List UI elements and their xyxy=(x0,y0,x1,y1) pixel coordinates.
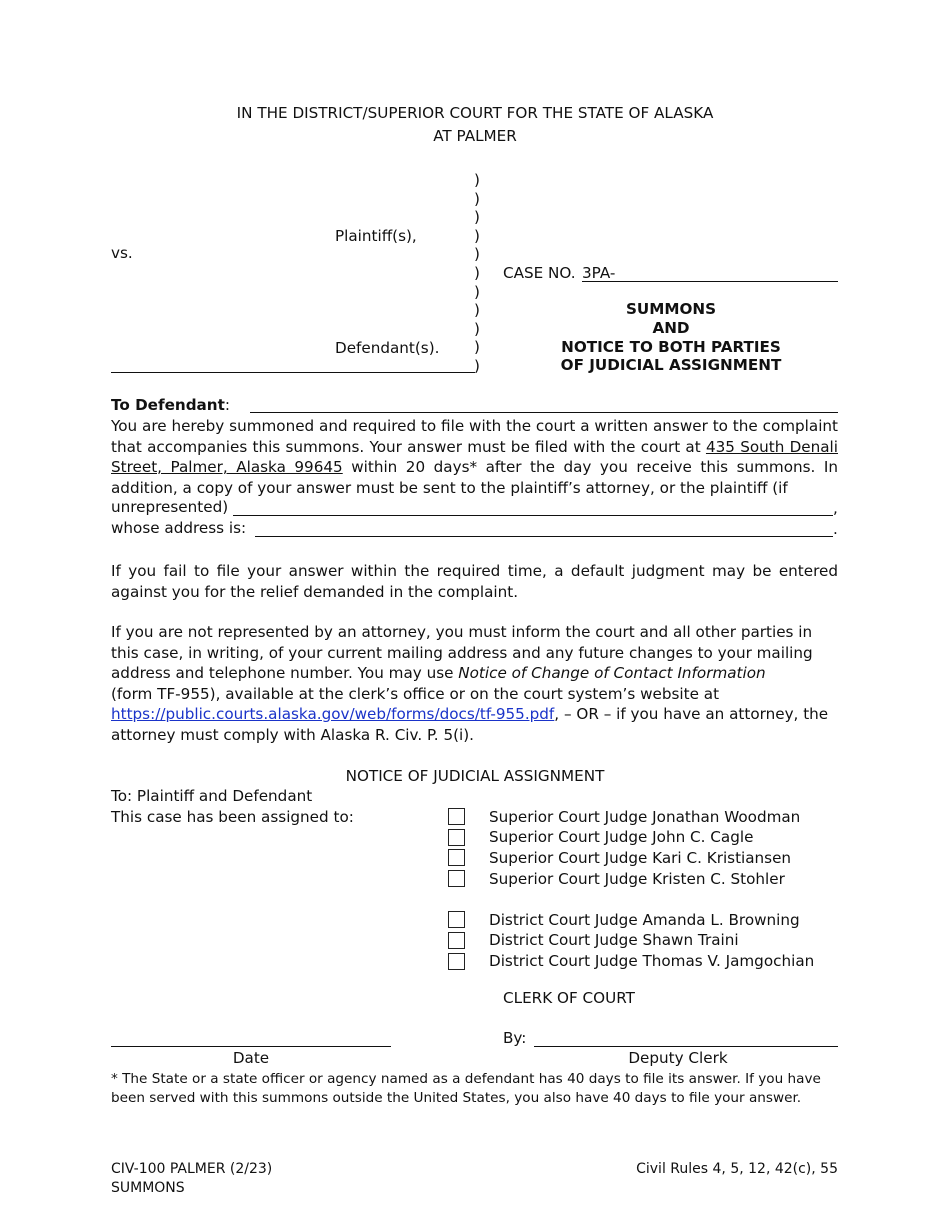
title-summons: SUMMONS xyxy=(625,300,717,318)
paren: ) xyxy=(474,226,480,245)
defendant-label: Defendant(s). xyxy=(335,339,440,357)
form-id: CIV-100 PALMER (2/23) xyxy=(111,1161,273,1177)
default-judgment-paragraph: If you fail to file your answer within the required time, a default judgment may be entered against you for the relief demanded in the complaint. xyxy=(111,562,838,601)
to-defendant-text: To Defendant xyxy=(111,396,225,414)
case-number-field[interactable] xyxy=(582,281,838,282)
checkbox-judge-browning[interactable] xyxy=(448,911,465,928)
court-location: AT PALMER xyxy=(433,127,517,145)
paren: ) xyxy=(474,208,480,227)
deputy-clerk-signature-field[interactable] xyxy=(534,1046,838,1047)
judge-traini-label: District Court Judge Shawn Traini xyxy=(489,931,739,949)
checkbox-judge-cagle[interactable] xyxy=(448,829,465,846)
assignment-heading: NOTICE OF JUDICIAL ASSIGNMENT xyxy=(345,767,605,785)
paren: ) xyxy=(474,171,480,189)
paren: ) xyxy=(474,301,480,320)
period: . xyxy=(833,520,838,538)
case-number-label: CASE NO. xyxy=(503,264,576,282)
colon: : xyxy=(224,396,231,414)
judge-cagle-label: Superior Court Judge John C. Cagle xyxy=(489,828,754,846)
to-defendant-label xyxy=(111,396,230,414)
summons-text-b: within 20 days* after the day you receive this summons. In addition, a copy of your answer must be sent to the plaintiff’s attorney, or the plaintiff (if xyxy=(111,458,838,497)
judge-jamgochian-label: District Court Judge Thomas V. Jamgochian xyxy=(489,952,815,970)
court-address: 435 South Denali Street, Palmer, Alaska 99645 xyxy=(111,437,838,476)
contact-text-b: (form TF-955), available at the clerk’s office or on the court system’s website at xyxy=(111,684,720,703)
tf-955-link[interactable]: https://public.courts.alaska.gov/web/forms/docs/tf-955.pdf xyxy=(111,705,555,723)
title-notice: NOTICE TO BOTH PARTIES xyxy=(561,338,781,356)
paren: ) xyxy=(474,338,480,357)
judge-kristiansen-label: Superior Court Judge Kari C. Kristiansen xyxy=(489,849,792,867)
civil-rules: Civil Rules 4, 5, 12, 42(c), 55 xyxy=(636,1161,838,1177)
defendant-name-line[interactable] xyxy=(111,372,475,373)
contact-text-c: , – OR – if you have an attorney, the attorney must comply with Alaska R. Civ. P. 5(i). xyxy=(111,705,829,744)
attorney-address-field[interactable] xyxy=(255,536,833,537)
checkbox-judge-woodman[interactable] xyxy=(448,808,465,825)
court-heading: IN THE DISTRICT/SUPERIOR COURT FOR THE STATE OF ALASKA xyxy=(236,104,714,122)
comma: , xyxy=(833,499,838,517)
judge-browning-label: District Court Judge Amanda L. Browning xyxy=(489,911,800,929)
plaintiff-attorney-field[interactable] xyxy=(233,515,833,516)
assigned-to-label: This case has been assigned to: xyxy=(111,808,354,826)
deputy-clerk-label: Deputy Clerk xyxy=(628,1049,728,1067)
footnote: * The State or a state officer or agency named as a defendant has 40 days to file its answer. If you have been served with this summons outside the United States, you also have 40 days to file your answer. xyxy=(111,1071,821,1106)
checkbox-judge-stohler[interactable] xyxy=(448,870,465,887)
contact-text-a: If you are not represented by an attorney, you must inform the court and all other parties in this case, in writing, of your current mailing address and any future changes to your mailing address and telephone number. You may use xyxy=(111,623,813,682)
by-label: By: xyxy=(503,1029,527,1047)
checkbox-judge-kristiansen[interactable] xyxy=(448,849,465,866)
vs-label: vs. xyxy=(111,244,133,262)
date-field[interactable] xyxy=(111,1046,391,1047)
assignment-to-line: To: Plaintiff and Defendant xyxy=(111,787,313,805)
summons-text-a: You are hereby summoned and required to file with the court a written answer to the complaint that accompanies this summons. Your answer must be filed with the court at xyxy=(111,417,838,456)
date-label: Date xyxy=(232,1049,270,1067)
contact-info-paragraph xyxy=(111,622,838,745)
checkbox-judge-jamgochian[interactable] xyxy=(448,953,465,970)
unrepresented-label: unrepresented) xyxy=(111,498,229,516)
judge-stohler-label: Superior Court Judge Kristen C. Stohler xyxy=(489,870,785,888)
paren: ) xyxy=(474,357,480,375)
paren: ) xyxy=(474,189,480,208)
title-judicial-assignment: OF JUDICIAL ASSIGNMENT xyxy=(560,356,782,374)
clerk-of-court-label: CLERK OF COURT xyxy=(503,989,635,1007)
summons-paragraph xyxy=(111,416,838,498)
judge-woodman-label: Superior Court Judge Jonathan Woodman xyxy=(489,808,801,826)
plaintiff-label: Plaintiff(s), xyxy=(335,227,417,245)
paren: ) xyxy=(474,245,480,264)
case-number-prefix: 3PA- xyxy=(582,264,616,282)
form-name: SUMMONS xyxy=(111,1180,185,1196)
defendant-name-field[interactable] xyxy=(250,412,838,413)
paren: ) xyxy=(474,264,480,282)
form-title: Notice of Change of Contact Information xyxy=(458,664,766,682)
whose-address-label: whose address is: xyxy=(111,519,247,537)
title-and: AND xyxy=(652,319,690,337)
checkbox-judge-traini[interactable] xyxy=(448,932,465,949)
paren: ) xyxy=(474,282,480,301)
paren: ) xyxy=(474,319,480,338)
